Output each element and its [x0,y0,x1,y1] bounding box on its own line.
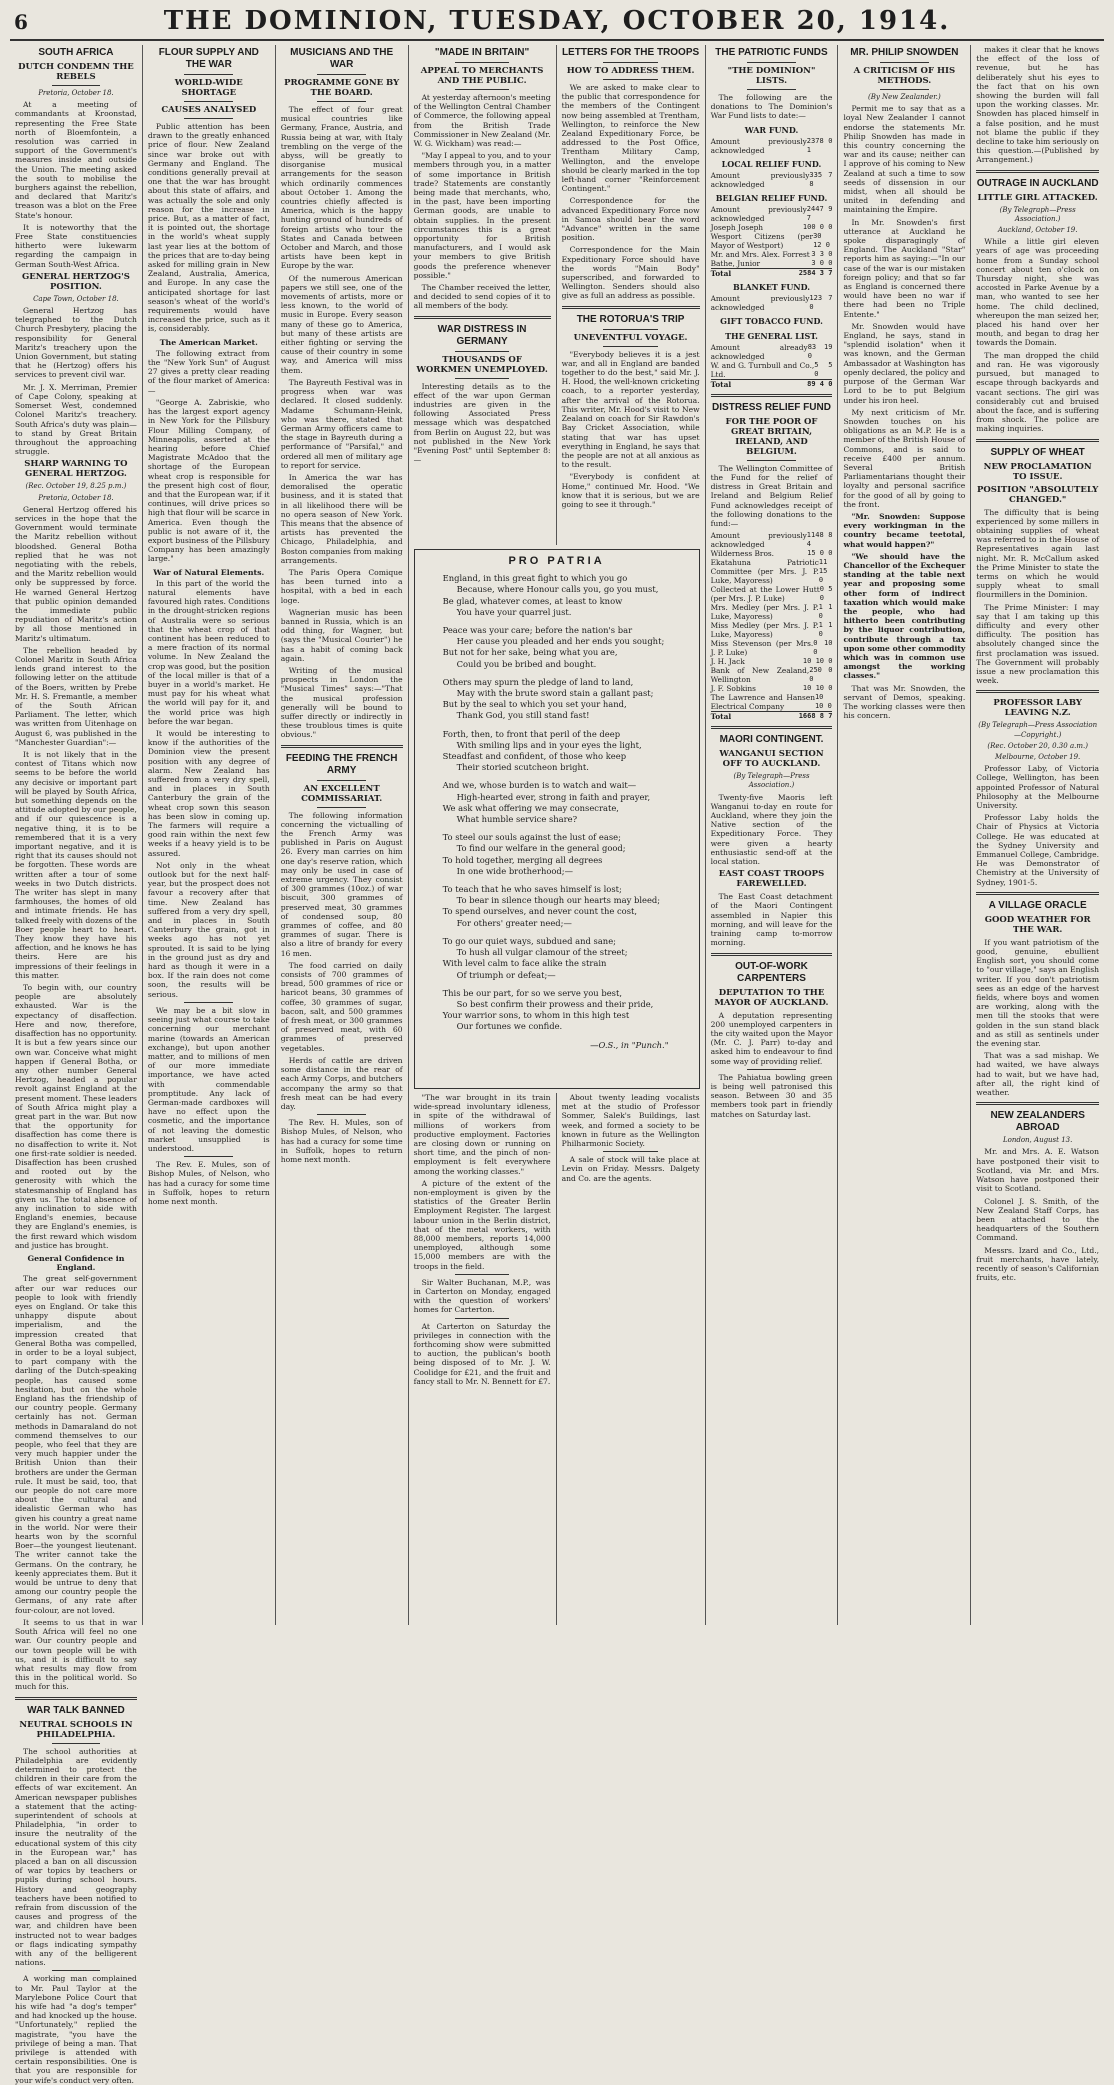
paragraph: While a little girl eleven years of age was proceeding home from a Sunday school concert about ten o'clock on Thursday night, she was accosted in Parke Avenue by a man, who wanted to see her home. The child declined, whereupon the man seized her, placed his hand over her mouth, and began to drag her towards the Domain. [976,237,1100,348]
poem-stanza [443,936,689,981]
article-heading: DUTCH CONDEMN THE REBELS [18,62,134,82]
poem-line: With level calm to face alike the strain [442,958,607,969]
paragraph: In Mr. Snowden's first utterance at Auckland he spoke disparagingly of England. The Auckland "Star" reports him as saying:—"In our case of the war is our mistaken foreign policy; and that so far as England is concerned there would have been no war if there had been no Triple Entente." [843,217,966,319]
poem-line: In one wide brotherhood;— [456,865,573,876]
paragraph: The man dropped the child and ran. He was vigorously pursued, but managed to escape through backyards and vacant sections. The girl was considerably cut and bruised about the face, and is suffering from shock. The police are making inquiries. [976,350,1100,434]
fund-donor: W. and G. Turnbull and Co., Ltd. [710,360,815,379]
paragraph: "The war brought in its train wide-spread involuntary idleness, in spite of the withdrawal of millions of workers from productive employment. Factories are closing down or running on short time, and the pinch of non-employment is felt everywhere among the working classes." [413,1093,551,1176]
fund-row [711,250,833,259]
poem-stanza [443,832,689,877]
paragraph: Writing of the musical prospects in London the "Musical Times" says:—"That the musical profession generally will be bound to suffer directly or indirectly in these troublous times is quite obvious." [280,665,403,740]
fund-row [711,639,833,657]
poem-pro-patria [414,549,700,1089]
fund-donor: Joseph Joseph [710,223,764,233]
fund-amount: 89 4 0 [807,379,833,388]
paragraph: The difficulty that is being experienced by some millers in obtaining supplies of wheat was referred to in the House of Representatives again last night. Mr. R. McCallum asked the Prime Minister to state the terms on which he would supply wheat to small flourmillers in the Dominion. [976,507,1100,600]
fund-donor: Miss Stevenson (per Mrs. J. P. Luke) [710,639,814,658]
poem-line: To spend ourselves, and never count the cost, [442,906,638,917]
paragraph: A picture of the extent of the non-employment is given by the statistics of the Greater Berlin Employment Register. The largest labour union in the Berlin district, that of the metal workers, with 88,000 members, reports 14,000 unemployed, although some 15,000 members are with the troops in the field. [413,1178,551,1271]
paragraph: The effect of four great musical countries like Germany, France, Austria, and Russia being at war, with Italy trembling on the verge of the abyss, will be greatly to disorganise musical arrangements for the season which ordinarily commences about October 1. Among the countries chiefly affected is America, which is the happy hunting ground of hundreds of foreign artists who tour the States and Canada between October and March, and those artists have been kept in Europe by the war. [280,105,403,271]
poem-line: Thank God, you still stand fast! [456,710,590,721]
fund-row [711,171,833,189]
fund-amount: 83 19 0 [807,342,833,360]
paragraph: Of the numerous American papers we still see, one of the movements of artists, more or less known, to the world of music in Europe. Every season many of these go to America, but many of these artists are either fighting or serving the cause of their country in some way, and America will miss them. [280,273,403,375]
fund-donor: The Lawrence and Hansen Electrical Company [710,693,815,712]
fund-row [711,621,833,639]
fund-amount: 2378 0 1 [806,136,833,154]
fund-amount: 15 0 0 [807,549,833,558]
paragraph: Correspondence for the Main Expeditionary Force should have the words "Main Body" superscribed, and forwarded to Wellington. Senders should also give as full an address as possible. [561,245,700,301]
poem-line: You have your quarrel just. [456,606,572,617]
fund-heading: BELGIAN RELIEF FUND. [715,193,828,204]
fund-row [711,558,833,585]
article-subheading: HOW TO ADDRESS THEM. [566,66,695,76]
paragraph: "George A. Zabriskie, who has the largest export agency in New York for the Pillsbury Flour Milling Company, of Minneapolis, asserted at the hearing before Chief Magistrate McAdoo that the shortage of the European wheat crop is responsible for the present high cost of flour, and that the European war, if it continues, will drive prices so high that flour will be scarce in America. Even though the public is not aware of it, the export business of the Pillsbury Company has been amazingly large." [147,397,270,564]
column-4 [409,45,557,545]
column-5 [557,45,705,545]
fund-lists [711,126,833,389]
fund-donor: Collected at the Lower Hutt (per Mrs. J. P. Luke) [710,585,820,604]
article-subheading: CAUSES ANALYSED [161,105,257,115]
poem-line: Their storied scutcheon bright. [456,762,589,773]
fund-donor: Amount previously acknowledged [710,531,807,550]
paragraph: At yesterday afternoon's meeting of the Wellington Central Chamber of Commerce, the following appeal from the British Trade Commissioner in New Zealand (Mr. W. G. Wickham) was read:— [413,93,551,149]
fund-row [711,343,833,361]
paragraph: The following extract from the "New York Sun" of August 27 gives a pretty clear reading of the flour market of America:— [147,348,270,395]
column-5-lower [557,1093,705,1625]
fund-donor: Bank of New Zealand, Wellington [710,666,810,685]
fund-row [711,232,833,250]
article-heading: NEW ZEALANDERS ABROAD [990,1110,1085,1134]
fund-amount: 2584 3 7 [798,269,833,278]
fund-amount: 0 5 0 [819,585,833,603]
poem-line: This be our part, for so we serve you best, [442,987,623,998]
fund-row [711,205,833,223]
article-subheading: A CRITICISM OF HIS METHODS. [853,66,956,86]
paragraph: We are asked to make clear to the public that correspondence for the members of the Contingent now being assembled at Trentham, Wellington, to reinforce the New Zealand Expeditionary Force, be addressed to the Post Office, Trentham Military Camp, Wellington, and the envelope should be clearly marked in the top left-hand corner "Reinforcement Contingent." [561,83,700,194]
paragraph: In this part of the world the natural elements have favoured high rates. Conditions in the drought-stricken regions of Australia were so serious that the wheat crop of that continent has been reduced to a mere fraction of its normal volume. In New Zealand the crop was good, but the position of the local miller is that of a buyer in a world's market. He must pay for his wheat what the world will pay for it, and the world price was high before the war began. [147,578,270,726]
page-number: 6 [14,10,28,34]
paragraph: The East Coast detachment of the Maori Contingent assembled in Napier this morning, and will leave for the training camp to-morrow morning. [710,892,833,948]
poem-stanza [443,573,689,618]
dateline: Pretoria, October 18. [38,493,114,502]
byline: (By Telegraph—Press Association.) [999,205,1076,223]
paragraph: The Rev. H. Mules, son of Bishop Mules, of Nelson, who has had a curacy for some time in Suffolk, hopes to return home next month. [280,1118,403,1164]
paragraph: It would be interesting to know if the authorities of the Dominion view the present position with any degree of alarm. New Zealand has suffered from a very dry spell, and in places in South Canterbury the grain of the wheat crop sown this season has been slow in coming up. The farmers will require a good rain within the next few weeks if a heavy yield is to be assured. [147,729,270,858]
article-subheading: PROGRAMME GONE BY THE BOARD. [284,78,400,98]
paragraph: It seems to us that in war South Africa will feel no one war. Our country people and our town people will be with us, and it is difficult to say what results may flow from this in the political world. So much for this. [15,1617,137,1692]
poem-line: What humble service share? [456,814,578,825]
fund-donor: Mr. and Mrs. Alex. Forrest [710,250,810,260]
article-subheading: APPEAL TO MERCHANTS AND THE PUBLIC. [420,66,544,86]
poem-line: Be glad, whatever comes, at least to know [442,595,623,606]
poem-line: With smiling lips and in your eyes the light, [456,739,642,750]
article-heading: MAORI CONTINGENT. [719,734,824,746]
article-heading: MUSICIANS AND THE WAR [290,47,394,70]
poem-line: Our fortunes we confide. [456,1021,563,1032]
poem-line: We ask what offering we may consecrate, [442,802,619,813]
column-3 [276,45,409,1625]
fund-row [711,294,833,312]
column-8 [971,45,1104,1625]
fund-row [711,137,833,155]
article-subheading: THOUSANDS OF WORKMEN UNEMPLOYED. [416,354,548,375]
paragraph: We may be a bit slow in seeing just what course to take concerning our merchant marine (towards an American exchange), but upon another matter, and to millions of men of our more immediate importance, we have acted with commendable promptitude. Any lack of German-made cardboxes will have no effect upon the cosmetic, and the importance of not leaving the domestic market unsupplied is understood. [147,1005,270,1153]
paragraph: A working man complained to Mr. Paul Taylor at the Marylebone Police Court that his wife had "a dog's temper" and had knocked up the house. "Unfortunately," replied the magistrate, "you have the privilege of being a man. That privilege is attended with certain responsibilities. One is that you are responsible for your wife's conduct very often. [15,1974,137,2085]
fund-donor: Total [710,712,732,722]
paragraph: About twenty leading vocalists met at the studio of Professor Sommer, Salek's Buildings, last week, and formed a society to be known in future as the Wellington Philharmonic Society. [561,1093,700,1149]
article-subheading: WANGANUI SECTION OFF TO AUCKLAND. [719,749,824,770]
paragraph: Correspondence for the advanced Expeditionary Force now in Samoa should bear the word "Advance" written in the same position. [561,196,700,243]
fund-amount: 1668 8 7 [798,712,833,721]
poem-line: To find our welfare in the general good; [456,843,626,854]
paragraph: Public attention has been drawn to the greatly enhanced price of flour. New Zealand since war broke out with Germany and England. The conditions generally prevail at one that the war has brought about this state of affairs, and was actually the sole and only reason for the increase in price. But, as a matter of fact, it is pointed out, the shortage in the world's wheat supply last year lies at the bottom of the prices that are to-day being asked for milling grain in New Zealand, Australia, America, and Europe. In any case the anticipated shortage for last season's wheat of the world's requirements would have increased the price, such as it is, considerably. [147,122,270,334]
paragraph: Sir Walter Buchanan, M.P., was in Carterton on Monday, engaged with the question of workers' homes for Carterton. [413,1277,551,1315]
poem-line: To hold together, merging all degrees [442,854,603,865]
poem-line: To teach that he who saves himself is lost; [442,884,622,895]
fund-amount: 1148 8 4 [806,531,833,549]
dateline: (Rec. October 20, 0.30 a.m.) [987,741,1088,750]
fund-amount: 2447 9 7 [806,205,833,223]
fund-donor: Wesport Citizens (per Mayor of Westport) [710,232,814,251]
column-6 [706,45,839,1625]
paragraph: The food carried on daily consists of 700 grammes of bread, 500 grammes of rice or haricot beans, 30 grammes of coffee, 30 grammes of sugar, bacon, salt, and 500 grammes of fresh meat, or 300 grammes of preserved meat, with 60 grammes of preserved vegetables. [280,960,403,1053]
article-heading: MR. PHILIP SNOWDEN [850,47,959,58]
fund-amount: 3 3 0 [811,250,833,259]
fund-donor: J. H. Jack [710,657,745,667]
article-subheading: WORLD-WIDE SHORTAGE [174,78,243,98]
dateline: Cape Town, October 18. [33,294,119,303]
distress-fund-list [711,531,833,721]
fund-row [711,268,833,278]
article-heading: OUTRAGE IN AUCKLAND [976,177,1099,189]
fund-row [711,693,833,711]
poem-line: May with the brute sword stain a gallant past; [456,688,654,699]
fund-row [711,666,833,684]
fund-amount: 335 7 8 [809,171,833,189]
paragraph: Mr. Snowden would have England, he says, stand in "splendid isolation" when it was known, and the German Ambassador at Washington has openly declared, the policy and purpose of the German War Lord to be to put Belgium under his iron heel. [843,321,966,405]
paragraph: The Bayreuth Festival was in progress when war was declared. It closed suddenly. Madame Schumann-Heink, who was there, stated that German Army officers came to the stage in Bayreuth during a performance of "Parsifal," and ordered all men of military age to report for service. [280,377,403,470]
poem-title: PRO PATRIA [508,555,605,567]
fund-row [711,684,833,693]
article-subheading: POSITION "ABSOLUTELY CHANGED." [977,484,1099,505]
fund-donor: Amount previously acknowledged [710,294,810,313]
dateline: Pretoria, October 18. [38,89,114,97]
paragraph: "May I appeal to you, and to your members through you, in a matter of some importance in British trade? Statements are constantly being made that merchants, who, in the past, have been importing German goods, are unable to obtain supplies. In the present circumstances this is a great opportunity for British manufacturers, and I would ask your members to give British goods the preference whenever possible." [413,151,551,280]
poem-line: But by the seal to which you set your hand, [442,699,627,710]
article-heading: PROFESSOR LABY LEAVING N.Z. [993,698,1082,719]
article-heading: "MADE IN BRITAIN" [434,47,530,58]
paragraph: The Chamber received the letter, and decided to send copies of it to all members of the body. [413,283,551,311]
paragraph: The following information concerning the victualling of the French Army was published in Paris on August 26. Every man carries on him one day's reserve ration, which may only be used in case of extreme urgency. They consist of 300 grammes (10oz.) of war biscuit, 300 grammes of preserved meat, 30 grammes of condensed soup, 80 grammes of coffee, and 80 grammes of sugar. There is also a litre of brandy for every 16 men. [280,810,403,958]
column-4-lower [409,1093,557,1625]
poem-line: High-hearted ever, strong in faith and prayer, [456,791,651,802]
article-subheading: UNEVENTFUL VOYAGE. [573,332,688,343]
fund-donor: Amount already acknowledged [710,342,808,361]
fund-heading: LOCAL RELIEF FUND. [721,158,822,169]
fund-row [711,603,833,621]
subheading: General Confidence in England. [27,1253,125,1273]
poem-line: For others' greater need;— [456,917,572,928]
poem-line: Peace was your care; before the nation's bar [442,625,633,636]
poem-line: And we, whose burden is to watch and wait— [442,780,637,791]
fund-amount: 123 7 0 [809,294,833,312]
paragraph: Messrs. Izard and Co., Ltd., fruit merchants, have lately, recently of season's Californian fruits, etc. [976,1245,1100,1283]
dateline: Auckland, October 19. [997,226,1078,235]
paragraph: If you want patriotism of the good, genuine, ebullient English sort, you should come to "our village," says an English writer. If you don't patriotism sees as an edge of the harvest fields, where boys and women are working, along with the men till the stooks that were golden in the sun stand black and as still as sentinels under the evening star. [976,937,1100,1049]
article-heading: SHARP WARNING TO GENERAL HERTZOG. [24,459,128,480]
poem-line: To hush all vulgar clamour of the street; [456,947,628,958]
fund-heading: BLANKET FUND. [732,282,811,293]
paragraph: General Hertzog offered his services in the hope that the Government would terminate the Maritz rebellion without bloodshed. General Botha replied that he was not negotiating with the rebels, and the Maritz rebellion would only be suppressed by force. He warned General Hertzog that public opinion demanded the immediate public repudiation of Maritz's action by all those mentioned in Maritz's ultimatum. [15,504,137,643]
article-subheading: LITTLE GIRL ATTACKED. [977,192,1098,203]
fund-donor: Miss Medley (per Mrs. J. P. Luke, Mayoress) [710,621,819,640]
article-heading: FLOUR SUPPLY AND THE WAR [158,47,259,70]
paragraph: Colonel J. S. Smith, of the New Zealand Staff Corps, has been attached to the headquarters of the Southern Command. [976,1196,1100,1243]
fund-donor: Mrs. Medley (per Mrs. J. P. Luke, Mayoress) [710,603,819,622]
paragraph: The school authorities at Philadelphia are evidently determined to protect the children in their care from the effects of war excitement. An American newspaper publishes a statement that the acting-superintendent of schools at Philadelphia, "in order to insure the neutrality of the educational system of this city in the European war," has placed a ban on all discussion of war topics by teachers or pupils during school hours. History and geography teachers have been notified to refrain from discussion of the causes and progress of the war, and children have been instructed not to wear badges or flags indicating sympathy with any of the belligerent nations. [15,1746,137,1968]
dateline: (Rec. October 19, 8.25 p.m.) [25,482,127,491]
fund-donor: Total [710,269,732,279]
fund-row [711,549,833,558]
paragraph: Interesting details as to the effect of the war upon German industries are given in the following Associated Press message which was despatched from Berlin on August 22, but was not published in the New York "Evening Post" until September 8:— [413,381,551,465]
paragraph: A sale of stock will take place at Levin on Friday. Messrs. Dalgety and Co. are the agents. [561,1155,700,1183]
columns [10,45,1104,2085]
fund-heading: THE GENERAL LIST. [725,330,818,341]
paragraph: Permit me to say that as a loyal New Zealander I cannot endorse the statements Mr. Philip Snowden has made in this country concerning the war and its cause; neither can I approve of his coming to New Zealand at such a time to sow seeds of dissension in our midst, when all should be united in defending and maintaining the Empire. [843,104,966,215]
paragraph: In America the war has demoralised the operatic business, and it is stated that in all likelihood there will be no opera season of New York. This means that the absence of artists has prevented the Chicago, Philadelphia, and Boston companies from making arrangements. [280,472,403,565]
poem-line: Her cause you pleaded and her ends you sought; [456,636,665,647]
article-subheading: NEUTRAL SCHOOLS IN PHILADELPHIA. [19,1719,133,1740]
article-subheading: NEW PROCLAMATION TO ISSUE. [983,461,1092,482]
paragraph: The Paris Opera Comique has been turned into a hospital, with a bed in each loge. [280,567,403,605]
subheading: War of Natural Elements. [153,567,265,577]
byline: (By Telegraph—Press Association—Copyright.) [978,721,1098,739]
fund-heading: WAR FUND. [744,124,799,135]
article-heading: WAR TALK BANNED [27,1704,125,1716]
article-heading: A VILLAGE ORACLE [988,899,1087,911]
poem-line: Because, where Honour calls you, go you must, [456,584,659,595]
paragraph: Twenty-five Maoris left Wanganui to-day en route for Auckland, where they join the Native section of the Expeditionary Force. They were given a hearty enthusiastic send-off at the local station. [710,792,833,867]
paragraph: It is noteworthy that the Free State constituencies hitherto were lukewarm regarding the campaign in German South-West Africa. [15,222,137,269]
poem-stanza [443,780,689,825]
masthead [10,6,1104,41]
column-4-5-group [409,45,706,1625]
poem-line: To bear in silence though our hearts may bleed; [456,895,661,906]
paragraph: That was Mr. Snowden, the servant of Demos, speaking. The working classes were then his concern. [843,683,966,721]
dateline: Melbourne, October 19. [995,752,1081,761]
fund-row [711,531,833,549]
paragraph: The Pahiatua bowling green is being well patronised this season. Between 30 and 35 members took part in friendly matches on Saturday last. [710,1072,833,1119]
fund-row [711,657,833,666]
poem-line: Others may spurn the pledge of land to land, [442,676,634,687]
poem-stanza [443,729,689,774]
poem-line: But not for her sake, being what you are, [442,647,618,658]
article-heading: DISTRESS RELIEF FUND [712,401,831,413]
article-heading: WAR DISTRESS IN GERMANY [437,323,527,347]
paragraph: General Hertzog has telegraphed to the Dutch Church Presbytery, placing the responsibility for General Maritz's treachery upon the Union Government, but stating that he (Hertzog) offers his services to prevent civil war. [15,306,137,380]
paragraph: The Rev. E. Mules, son of Bishop Mules, of Nelson, who has had a curacy for some time in Suffolk, hopes to return home next month. [147,1160,270,1206]
article-heading: FEEDING THE FRENCH ARMY [285,752,398,776]
fund-amount: 10 10 0 [802,684,833,693]
paragraph: Professor Laby, of Victoria College, Wellington, has been appointed Professor of Natural Philosophy at the Melbourne University. [976,764,1100,810]
poem-stanza [443,677,689,722]
newspaper-title: THE DOMINION, TUESDAY, OCTOBER 20, 1914. [163,6,951,36]
poem-line: Forth, then, to front that peril of the deep [442,728,621,739]
poem-stanza [443,625,689,670]
article-heading: SUPPLY OF WHEAT [990,446,1085,458]
article-subheading: DEPUTATION TO THE MAYOR OF AUCKLAND. [714,987,829,1008]
poem-line: So best confirm their prowess and their pride, [456,998,654,1009]
fund-amount: 1 1 0 [818,603,833,621]
fund-amount: 11 15 0 [818,558,828,585]
paragraph: It is not likely that in the contest of Titans which now seems to be before the world any decisive or important part will be played by South Africa, but something depends on the attitude adopted by our people, and if our quiescence is a negative thing, it is to be remembered that it is a very important negative, and it is right that its causes should not be forgotten. These words are written after a tour of some weeks in two Dutch districts. The writer has slept in many farmhouses, the homes of old and intimate friends. He has talked freely with dozens of the Boer people heart to heart. They know they have his affection, and he knows he has theirs. Here are his impressions of their feelings in this matter. [15,750,137,980]
paragraph: Herds of cattle are driven some distance in the rear of each Army Corps, and butchers accompany the army so that fresh meat can be had every day. [280,1055,403,1111]
quote: "We should have the Chancellor of the Exchequer standing at the table next year and proposing some other form of indirect taxation which would make the people, who had hitherto been contributing by the liquor contribution, contribute through a tax upon some other commodity which was in common use amongst the working classes." [843,551,966,681]
article-subheading: "THE DOMINION" LISTS. [727,66,816,86]
fund-amount: 250 0 0 [809,666,833,684]
section-heading: SOUTH AFRICA [38,47,114,58]
fund-amount: 1 1 0 [818,621,833,639]
column-1 [10,45,143,2085]
paragraph: To begin with, our country people are absolutely exhausted. War is the expectancy of disaffection. Here and now, therefore, disaffection has no opportunity. It is but a few years since our own war. Conceive what might happen if General Botha, or any other number General Hertzog, headed a popular revolt against England at the present moment. These leaders of South Africa might play a great part in the war. But now that the opportunity for disaffection has come there is no disaffection to write it. Not one first-rate soldier is needed. Disaffection has been crushed and rooted out by the generosity with which the statesmanship of England has given us. The total absence of any inclination to side with England's enemies, because they are England's enemies, is the first reward which wisdom and justice has brought. [15,983,137,1250]
fund-donor: J. F. Sobkins [710,684,756,694]
article-subheading: FOR THE POOR OF GREAT BRITAIN, IRELAND, AND BELGIUM. [725,416,818,457]
fund-row [711,585,833,603]
fund-row [711,361,833,379]
fund-donor: Amount previously acknowledged [710,205,807,224]
fund-row [711,223,833,232]
article-heading: LETTERS FOR THE TROOPS [561,47,700,58]
paragraph: makes it clear that he knows the effect of the loss of revenue, but he has deliberately shut his eyes to the fact that on his own showing the burden will fall upon the working classes. Mr. Snowden has placed himself in a false position, and he must not blame the public if they decline to take him seriously on this question.—(Published by Arrangement.) [976,45,1100,165]
column-7 [838,45,971,1625]
paragraph: The following are the donations to The Dominion's War Fund lists to date:— [710,93,833,121]
fund-amount: 10 10 0 [802,657,833,666]
fund-amount: 0 10 0 [813,639,833,657]
fund-row [711,379,833,389]
dateline: London, August 13. [1002,1136,1073,1145]
paragraph: Mr. J. X. Merriman, Premier of Cape Colony, speaking at Somerset West, condemned Colonel Maritz's treachery. South Africa's duty was plain—to stand by Great Britain throughout the approaching struggle. [15,382,137,457]
paragraph: At a meeting of commandants at Kroonstad, representing the Free State north of Bloemfontein, a resolution was carried in support of the Government's measures inside and outside the Union. The meeting asked the south to mobilise the burghers against the rebellion, and declared that Maritz's treason was a blot on the Free State's honour. [15,100,137,220]
byline: (By New Zealander.) [867,93,941,101]
fund-amount: 10 10 0 [814,693,832,711]
paragraph: A deputation representing 200 unemployed carpenters in the city waited upon the Mayor (Mr. C. J. Parr) to-day and asked him to endeavour to find some way of providing relief. [710,1010,833,1066]
poem-stanza [443,884,689,929]
fund-row [711,259,833,268]
column-2 [143,45,276,1625]
fund-donor: Ekatahuna Patriotic Committee (per Mrs. J. P. Luke, Mayoress) [710,558,819,586]
paragraph: "Everybody believes it is a jest war, and all in England are banded together to do the best," said Mr. J. H. Hood, the well-known cricketing coach, to a reporter yesterday, after the arrival of the Rotorua. This writer, Mr. Hood's visit to New Zealand on coach for Sir Rawdon's Bay Cricket Association, while stating that war has upset everything in England, he says that the people are not at all anxious as to the result. [561,349,700,470]
article-heading: THE ROTORUA'S TRIP [576,313,685,325]
fund-amount: 30 12 0 [813,232,830,250]
poem-credit: —O.S., in "Punch." [590,1039,669,1050]
fund-donor: Wilderness Bros. [710,549,775,559]
paragraph: The rebellion headed by Colonel Maritz in South Africa lends grand interest to the following letter on the attitude of the Boers, written by Prebe Mr. H. S. Fremantle, a member of the South African Parliament. The letter, which was written from Uitenhage on August 6, was published in the "Manchester Guardian":— [15,645,137,747]
paragraph: Wagnerian music has been banned in Russia, which is an odd thing, for Wagner, but (says the "Musical Courier") he has a habit of coming back again. [280,607,403,663]
paragraph: My next criticism of Mr. Snowden touches on his obligations as an M.P. He is a member of the British House of Commons, and is said to receive £400 per annum. Several British Parliamentarians thought their loyalty and personal sacrifice for the good of all by going to the front. [843,407,966,509]
article-heading: OUT-OF-WORK CARPENTERS [735,960,808,984]
byline: (By Telegraph—Press Association.) [733,772,810,790]
quote: "Mr. Snowden: Suppose every workingman in the country became teetotal, what would happen?" [843,511,966,549]
fund-row [711,711,833,721]
paragraph: The great self-government after our war reduces our people to look with friendly eyes on England. Or take this unhappy dispute about imperialism, and the impression created that General Botha was compelled, in order to be a loyal subject, to part company with the darling of the Dutch-speaking people, has caused some hesitation, but on the whole England has the friendship of our country people. Germany certainly has not. German methods in Damaraland do not commend themselves to our people, who feel that they are very much happier under the British Union than their brothers are under the German rule. It must be said, too, that our people do not care more about the cultural and idealistic German who has given his country a great name in the world. Nor were their hearts won by the scornful Boer—the youngest lieutenant. The writer cannot take the Germans. On the contrary, he keenly appreciates them. But it would be untrue to deny that among our country people the Germans, of any rate after four-colour, are not loved. [15,1274,137,1615]
poem-stanza [443,988,689,1033]
fund-amount: 5 5 0 [814,360,833,378]
paragraph: Not only in the wheat outlook but for the next half-year, but the prospect does not favour a recovery after that time. New Zealand has suffered from a very dry spell, and in places in South Canterbury the grain, got in weeks ago has not yet sprouted. It is said to be lying in the ground just as dry and hard as though it were in a box. If the rain does not come soon, the results will be serious. [147,860,270,999]
paragraph: The Wellington Committee of the Fund for the relief of distress in Great Britain and Ireland and Belgium Relief Fund acknowledges receipt of the following donations to the fund:— [710,463,833,529]
fund-donor: Amount previously acknowledged [710,136,807,155]
poem-line: To go our quiet ways, subdued and sane; [442,935,616,946]
fund-heading: GIFT TOBACCO FUND. [720,316,823,327]
fund-donor: Bathe, Junior [710,259,761,269]
fund-amount: 3 0 0 [811,259,833,268]
article-heading: GENERAL HERTZOG'S POSITION. [21,271,130,292]
paragraph: At Carterton on Saturday the privileges in connection with the forthcoming show were submitted to auction, the publican's booth being disposed of to Mr. J. W. Coolidge for £21, and the fruit and fancy stall to Mr. N. Bennett for £7. [413,1321,551,1386]
poem-line: Steadfast and confident, of those who keep [442,751,627,762]
poem-line: Could you be bribed and bought. [456,658,597,669]
poem-line: To steel our souls against the lust of ease; [442,832,621,843]
fund-amount: 100 0 0 [802,223,833,232]
poem-stanzas [425,573,689,1032]
article-heading: THE PATRIOTIC FUNDS [715,47,828,58]
poem-line: Of triumph or defeat;— [456,969,556,980]
fund-donor: Total [710,379,732,389]
paragraph: Mr. and Mrs. A. E. Watson have postponed their visit to Scotland, via Mr. and Mrs. Watson have postponed their visit to Scotland. [976,1147,1100,1194]
article-subheading: EAST COAST TROOPS FAREWELLED. [718,869,825,890]
paragraph: Professor Laby holds the Chair of Physics at Victoria College. He was educated at the Sydney University and Emmanuel College, Cambridge. He was Demonstrator of Chemistry at the University of Sydney, 1901-5. [976,813,1100,887]
paragraph: That was a sad mishap. We had waited, we have always had to wait, but we have had, after all, the right kind of weather. [976,1051,1100,1098]
poem-line: Your warrior sons, to whom in this high test [442,1010,630,1021]
poem-line: England, in this great fight to which you go [442,573,628,584]
subheading: The American Market. [159,337,258,347]
fund-donor: Amount previously acknowledged [710,171,810,190]
paragraph: "Everybody is confident at Home," continued Mr. Hood. "We know that it is serious, but we are going to see it through." [561,472,700,509]
paragraph: The Prime Minister: I may say that I am taking up this difficulty and every other difficulty. The position has absolutely changed since the first proclamation was issued. The Government will probably issue a new proclamation this week. [976,602,1100,686]
article-subheading: AN EXCELLENT COMMISSARIAT. [301,783,383,804]
article-subheading: GOOD WEATHER FOR THE WAR. [984,914,1091,935]
